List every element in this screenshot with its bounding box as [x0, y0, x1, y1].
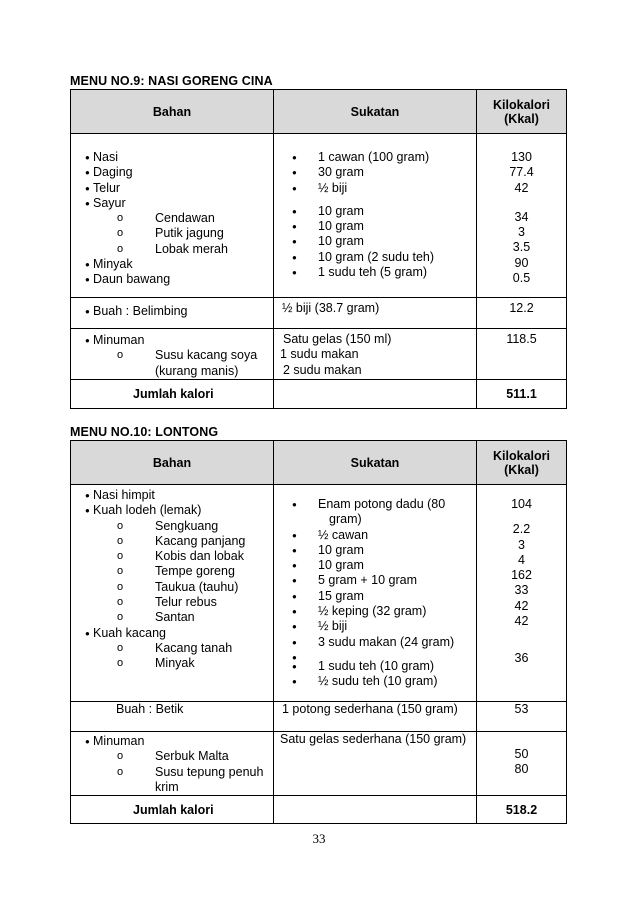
- menu10-total-value: 518.2: [477, 796, 567, 824]
- list-subitem: o Sengkuang: [71, 519, 273, 534]
- kcal-value: 3: [518, 537, 525, 552]
- kcal-value: 162: [511, 568, 532, 583]
- kcal-value: 0.5: [512, 271, 531, 286]
- menu10-main-sukatan: [274, 485, 477, 702]
- list-item: ● Telur: [71, 181, 273, 196]
- menu10-minuman-row: [71, 732, 567, 796]
- kcal-value: 104: [511, 497, 532, 511]
- list-item: ● 10 gram: [274, 204, 476, 219]
- menu10-minuman-bahan: ● Minuman o Serbuk Malta o Susu tepung penuh krim: [71, 732, 274, 796]
- menu10-buah-bahan: Buah : Betik: [71, 702, 274, 732]
- menu9-main-kcal: [477, 134, 567, 298]
- list-item-continued: gram): [329, 512, 362, 527]
- list-subitem: o Kobis dan lobak: [71, 549, 273, 564]
- list-item: ● ½ biji: [274, 181, 476, 196]
- list-item: ● Daging: [71, 165, 273, 180]
- list-item: ● Minyak: [71, 257, 273, 272]
- list-item: ● Kuah kacang: [71, 626, 273, 641]
- menu10-buah-row: [71, 702, 567, 732]
- list-item: ● Enam potong dadu (80: [274, 497, 476, 512]
- list-item: ● 3 sudu makan (24 gram): [274, 635, 476, 650]
- list-item: ● 30 gram: [274, 165, 476, 180]
- list-subitem: o Taukua (tauhu): [71, 580, 273, 595]
- header-kilokalori: Kilokalori (Kkal): [477, 90, 567, 134]
- menu9-total-row: [71, 379, 567, 408]
- kcal-value: 33: [514, 583, 529, 598]
- menu10-table: [70, 440, 567, 824]
- list-subitem: o Kacang panjang: [71, 534, 273, 549]
- menu10-minuman-kcal: 50 80: [477, 732, 567, 796]
- list-item: ● ½ biji: [274, 619, 476, 634]
- list-item: ● ½ cawan: [274, 528, 476, 543]
- menu10-minuman-sukatan: Satu gelas sederhana (150 gram): [274, 732, 477, 796]
- menu9-header-row: [71, 90, 567, 134]
- header-kilokalori: Kilokalori (Kkal): [477, 441, 567, 485]
- list-item: ● 1 sudu teh (10 gram): [274, 659, 476, 674]
- list-item: ● Nasi himpit: [71, 488, 273, 503]
- list-item: ● ½ sudu teh (10 gram): [274, 674, 476, 689]
- list-item: ● Nasi: [71, 150, 273, 165]
- menu9-minuman-row: [71, 329, 567, 380]
- list-item: ● 10 gram: [274, 219, 476, 234]
- header-sukatan: Sukatan: [274, 90, 477, 134]
- menu10-title: MENU NO.10: LONTONG: [70, 425, 219, 439]
- list-subitem: o Santan: [71, 610, 273, 625]
- list-item: ● Kuah lodeh (lemak): [71, 503, 273, 518]
- kcal-value: 42: [514, 614, 529, 629]
- menu10-total-row: [71, 796, 567, 824]
- menu10-buah-kcal: 53: [477, 702, 567, 732]
- header-sukatan: Sukatan: [274, 441, 477, 485]
- menu10-header-row: [71, 441, 567, 485]
- menu9-buah-row: [71, 298, 567, 329]
- menu9-main-row: [71, 134, 567, 298]
- menu10-main-bahan: [71, 485, 274, 702]
- kcal-value: 3: [518, 225, 525, 240]
- menu10-main-row: [71, 485, 567, 702]
- kcal-value: 2.2: [512, 522, 531, 537]
- list-item: ● 1 sudu teh (5 gram): [274, 265, 476, 280]
- kcal-value: 4: [518, 552, 525, 567]
- list-item: ● 15 gram: [274, 589, 476, 604]
- menu9-table: [70, 89, 567, 409]
- header-bahan: Bahan: [71, 90, 274, 134]
- menu9-total-label: Jumlah kalori: [71, 379, 274, 408]
- list-item: ● 10 gram: [274, 558, 476, 573]
- menu9-title: MENU NO.9: NASI GORENG CINA: [70, 74, 273, 88]
- list-item: ● 10 gram: [274, 234, 476, 249]
- kcal-value: 3.5: [512, 240, 531, 255]
- list-item: ● 10 gram (2 sudu teh): [274, 250, 476, 265]
- menu10-total-label: Jumlah kalori: [71, 796, 274, 824]
- list-item: ● 5 gram + 10 gram: [274, 573, 476, 588]
- list-item: ● Sayur: [71, 196, 273, 211]
- list-subitem: o Minyak: [71, 656, 273, 671]
- kcal-value: 42: [514, 180, 529, 195]
- menu9-total-value: 511.1: [477, 379, 567, 408]
- menu9-buah-kcal: 12.2: [477, 298, 567, 329]
- list-subitem: o Cendawan: [71, 211, 273, 226]
- header-bahan: Bahan: [71, 441, 274, 485]
- list-subitem: o Lobak merah: [71, 242, 273, 257]
- kcal-value: 34: [514, 209, 529, 224]
- list-item-empty: [274, 650, 476, 659]
- kcal-value: 36: [514, 651, 529, 666]
- menu9-minuman-bahan: ● Minuman o Susu kacang soya (kurang manis): [71, 329, 274, 380]
- menu9-buah-sukatan: ½ biji (38.7 gram): [274, 298, 477, 329]
- list-subitem: o Tempe goreng: [71, 564, 273, 579]
- list-item: ● ½ keping (32 gram): [274, 604, 476, 619]
- list-item: ● Daun bawang: [71, 272, 273, 287]
- list-item: ● 1 cawan (100 gram): [274, 150, 476, 165]
- list-subitem: o Telur rebus: [71, 595, 273, 610]
- kcal-value: 77.4: [509, 165, 534, 180]
- list-subitem: o Kacang tanah: [71, 641, 273, 656]
- menu9-buah-bahan: ● Buah : Belimbing: [71, 298, 274, 329]
- list-subitem: o Putik jagung: [71, 226, 273, 241]
- menu9-minuman-sukatan: Satu gelas (150 ml) 1 sudu makan 2 sudu makan: [274, 329, 477, 380]
- menu9-main-sukatan: [274, 134, 477, 298]
- page-number: 33: [312, 831, 326, 846]
- kcal-value: 130: [511, 150, 532, 164]
- menu10-buah-sukatan: 1 potong sederhana (150 gram): [274, 702, 477, 732]
- menu9-main-bahan: [71, 134, 274, 298]
- kcal-value: 90: [514, 255, 529, 270]
- list-item: ● 10 gram: [274, 543, 476, 558]
- menu10-main-kcal: [477, 485, 567, 702]
- kcal-value: 42: [514, 598, 529, 613]
- menu9-minuman-kcal: 118.5: [477, 329, 567, 380]
